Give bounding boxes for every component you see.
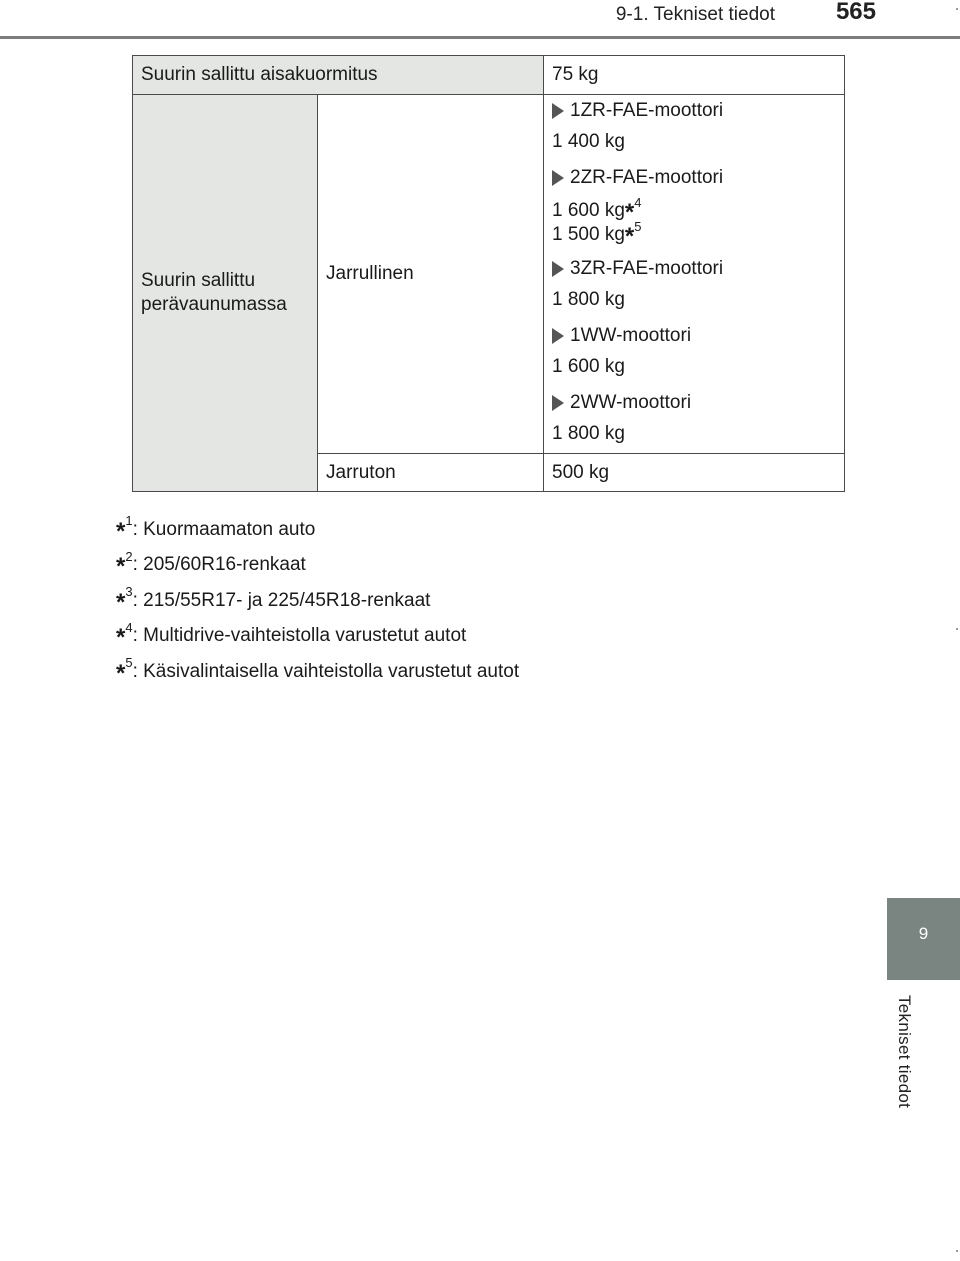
engine-weight-list [544, 95, 845, 454]
chapter-label: Tekniset tiedot [895, 995, 914, 1109]
engine-name: 2ZR-FAE-moottori [570, 167, 724, 189]
footnote-ref: 5 [634, 219, 642, 234]
weight-value: 1 800 kg [552, 289, 625, 310]
engine-weight [552, 130, 836, 154]
footnote-star: * [624, 199, 635, 226]
crop-mark [956, 1250, 958, 1252]
weight-value: 1 500 kg [552, 224, 625, 245]
weight-value: 1 600 kg [552, 356, 625, 377]
footnote-number: 1 [125, 513, 133, 529]
drawbar-load-label: Suurin sallittu aisakuormitus [133, 56, 544, 95]
footnote-item [116, 512, 519, 548]
weight-value: 1 400 kg [552, 131, 625, 152]
engine-name-row [552, 391, 836, 415]
footnote-star: * [116, 588, 126, 616]
engine-weight [552, 288, 836, 312]
trailer-mass-label: Suurin sallittu perävaunumassa [133, 95, 318, 492]
footnote-text: : 215/55R17- ja 225/45R18-renkaat [132, 589, 431, 611]
header-rule [0, 36, 960, 39]
unbraked-label: Jarruton [318, 454, 544, 492]
footnote-text: : Kuormaamaton auto [132, 518, 316, 540]
table-row-braked [133, 95, 845, 454]
footnote-number: 2 [125, 548, 133, 564]
footnote-star: * [116, 553, 126, 581]
engine-weight [552, 219, 836, 250]
footnote-item [116, 583, 519, 619]
crop-mark [956, 628, 958, 630]
arrow-right-icon [552, 261, 564, 277]
chapter-tab [887, 898, 960, 980]
chapter-number: 9 [918, 924, 929, 943]
weight-value: 1 600 kg [552, 200, 625, 221]
engine-name: 3ZR-FAE-moottori [570, 258, 724, 280]
footnote-item [116, 548, 519, 584]
spec-table [132, 55, 845, 492]
engine-name: 1ZR-FAE-moottori [570, 100, 724, 122]
engine-entry [552, 391, 836, 446]
table-row-drawbar-load [133, 56, 845, 95]
arrow-right-icon [552, 170, 564, 186]
drawbar-load-value: 75 kg [544, 56, 845, 95]
braked-label: Jarrullinen [318, 95, 544, 454]
engine-entry [552, 324, 836, 379]
engine-name-row [552, 257, 836, 281]
engine-name: 1WW-moottori [570, 325, 692, 347]
footnote-star: * [116, 624, 126, 652]
weight-value: 1 800 kg [552, 423, 625, 444]
footnote-text: : Käsivalintaisella vaihteistolla varustetut autot [132, 660, 520, 682]
engine-name-row [552, 324, 836, 348]
engine-entry [552, 257, 836, 312]
crop-mark [956, 8, 958, 10]
footnote-text: : Multidrive-vaihteistolla varustetut autot [132, 625, 467, 647]
engine-weight [552, 195, 836, 226]
footnote-star: * [116, 659, 126, 687]
engine-weight [552, 422, 836, 446]
page-number: 565 [835, 0, 876, 25]
footnote-number: 4 [125, 619, 133, 635]
engine-entry [552, 99, 836, 154]
footnote-ref: 4 [634, 195, 642, 210]
footnote-text: : 205/60R16-renkaat [132, 554, 306, 576]
arrow-right-icon [552, 103, 564, 119]
engine-name-row [552, 99, 836, 123]
footnotes [116, 512, 519, 690]
engine-weight [552, 355, 836, 379]
section-title: 9-1. Tekniset tiedot [615, 4, 775, 25]
footnote-star: * [624, 223, 635, 250]
footnote-item [116, 654, 519, 690]
arrow-right-icon [552, 328, 564, 344]
engine-name: 2WW-moottori [570, 392, 692, 414]
footnote-star: * [116, 517, 126, 545]
engine-name-row [552, 166, 836, 190]
unbraked-value: 500 kg [544, 454, 845, 492]
arrow-right-icon [552, 395, 564, 411]
footnote-number: 5 [125, 655, 133, 671]
page-header [0, 0, 960, 38]
footnote-number: 3 [125, 584, 133, 600]
engine-entry [552, 166, 836, 250]
footnote-item [116, 619, 519, 655]
